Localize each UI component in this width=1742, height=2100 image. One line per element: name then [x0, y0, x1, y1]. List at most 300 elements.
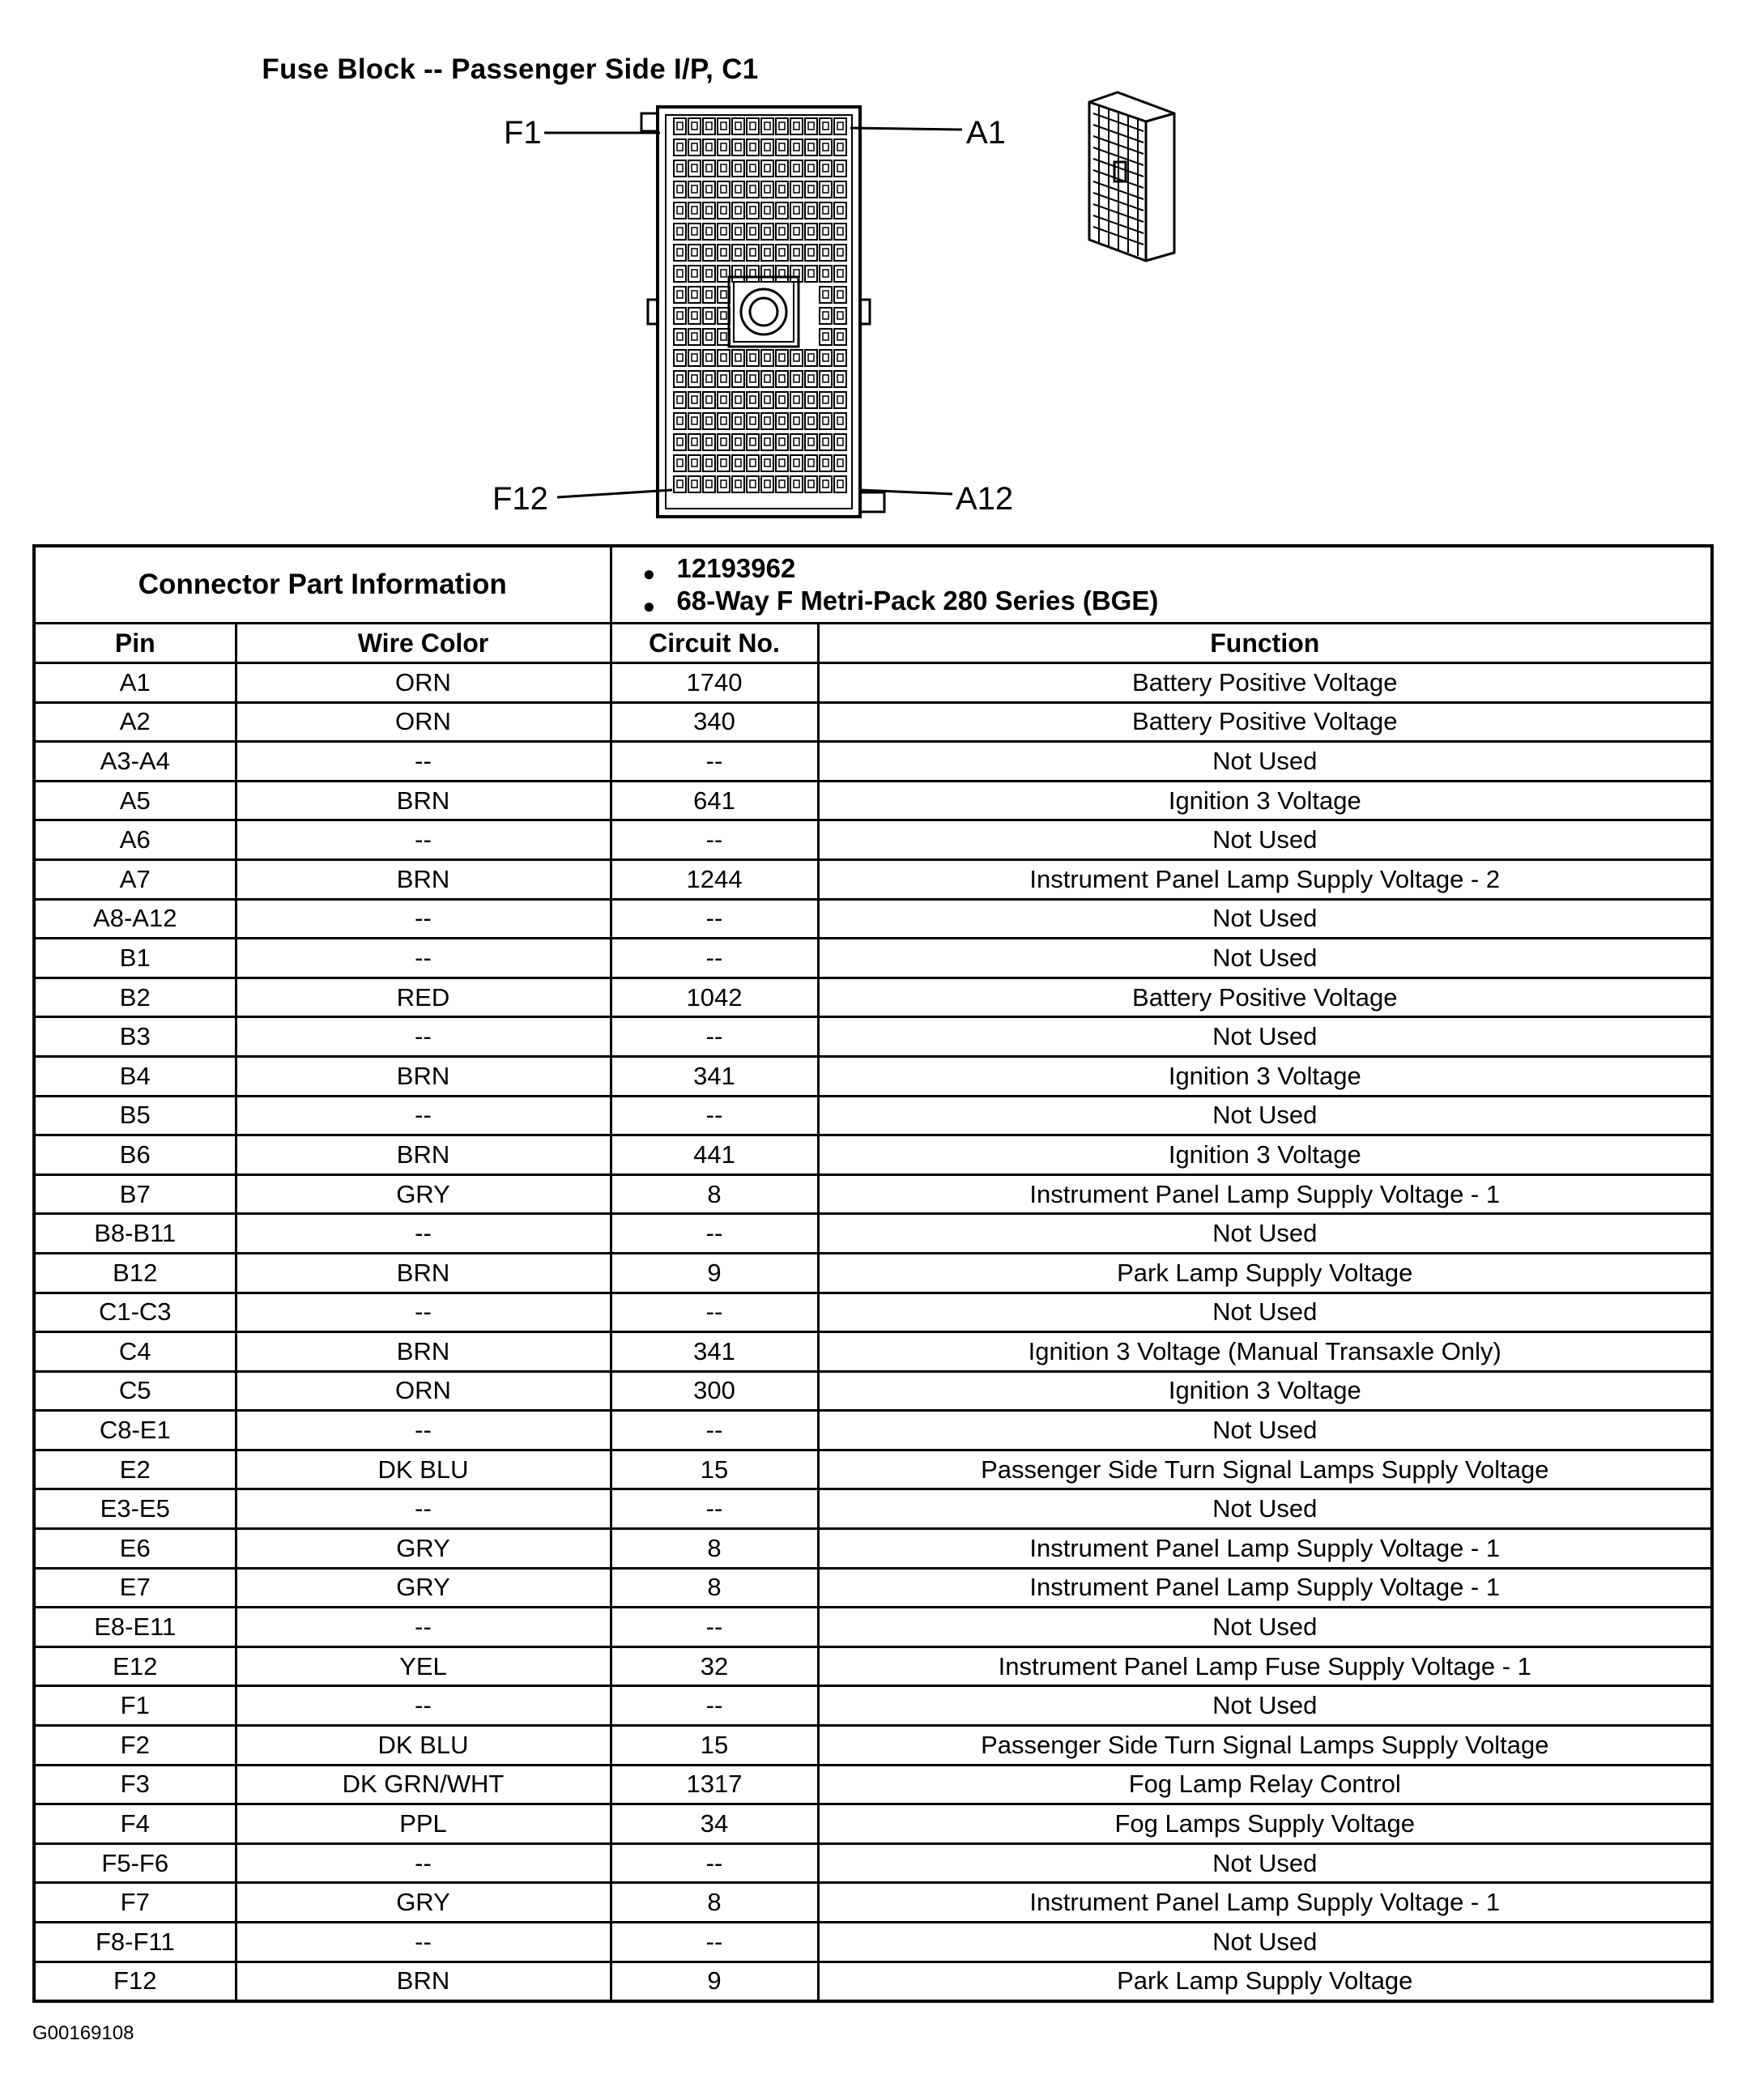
pin-cavity — [718, 455, 730, 471]
pin-cell: F8-F11 — [34, 1923, 236, 1962]
wire-color-cell: GRY — [236, 1174, 611, 1214]
pin-cavity — [834, 160, 846, 177]
table-row — [34, 1962, 1712, 2001]
pin-cavity — [703, 350, 715, 366]
function-cell: Not Used — [818, 1923, 1712, 1962]
wire-color-cell: -- — [236, 1686, 611, 1726]
pin-cavity — [834, 139, 846, 155]
function-cell: Not Used — [818, 1608, 1712, 1647]
pin-cavity — [674, 308, 686, 324]
circuit-no-cell: 8 — [611, 1174, 818, 1214]
pin-cavity — [761, 434, 773, 450]
circuit-no-cell: -- — [611, 1489, 818, 1529]
part-series-line — [642, 585, 1711, 618]
function-cell: Not Used — [818, 1843, 1712, 1883]
column-header-function: Function — [818, 624, 1712, 663]
circuit-no-cell: 341 — [611, 1056, 818, 1096]
pin-cavity — [747, 266, 759, 282]
wire-color-cell: ORN — [236, 702, 611, 742]
pin-cavity — [805, 413, 817, 429]
table-row — [34, 1371, 1712, 1411]
pin-cavity — [718, 413, 730, 429]
pin-cavity — [674, 413, 686, 429]
function-cell: Instrument Panel Lamp Supply Voltage - 1 — [818, 1529, 1712, 1569]
pin-cavity — [820, 245, 832, 261]
column-header-wire-color: Wire Color — [236, 624, 611, 663]
diagram-title: Fuse Block -- Passenger Side I/P, C1 — [262, 53, 759, 85]
table-row — [34, 1096, 1712, 1135]
wire-color-cell: -- — [236, 1843, 611, 1883]
pin-cavity — [834, 245, 846, 261]
circuit-no-cell: 1317 — [611, 1765, 818, 1804]
pin-cell: A3-A4 — [34, 742, 236, 782]
pin-cavity — [761, 224, 773, 240]
pin-cavity — [747, 476, 759, 492]
table-row — [34, 1726, 1712, 1766]
pin-cavity — [805, 118, 817, 134]
pin-cavity — [718, 224, 730, 240]
pin-cavity — [718, 118, 730, 134]
wire-color-cell: YEL — [236, 1646, 611, 1686]
pin-cavity — [732, 202, 744, 219]
connector-isometric-view — [1089, 92, 1174, 261]
pin-cavity — [747, 118, 759, 134]
pin-cavity — [688, 245, 701, 261]
pin-cavity — [790, 118, 803, 134]
wire-color-cell: -- — [236, 1923, 611, 1962]
pin-cavity — [747, 392, 759, 408]
circuit-no-cell: -- — [611, 1843, 818, 1883]
table-row — [34, 820, 1712, 860]
table-row — [34, 939, 1712, 978]
table-row — [34, 859, 1712, 899]
pin-cavity — [688, 160, 701, 177]
pin-cavity — [688, 266, 701, 282]
pin-cavity — [718, 160, 730, 177]
a1-leader-line — [850, 128, 962, 130]
pin-cavity — [674, 287, 686, 303]
wire-color-cell: BRN — [236, 1332, 611, 1372]
circuit-no-cell: 341 — [611, 1332, 818, 1372]
table-row — [34, 1568, 1712, 1608]
circuit-no-cell: 300 — [611, 1371, 818, 1411]
pin-cavity — [805, 266, 817, 282]
table-header-row — [34, 624, 1712, 663]
pin-cavity — [820, 455, 832, 471]
circuit-no-cell: -- — [611, 1686, 818, 1726]
pin-cavity — [718, 371, 730, 387]
pin-cavity — [761, 350, 773, 366]
pin-cavity — [732, 245, 744, 261]
pin-cavity — [703, 139, 715, 155]
circuit-no-cell: 32 — [611, 1646, 818, 1686]
wire-color-cell: BRN — [236, 1962, 611, 2001]
pin-cavity — [776, 413, 788, 429]
function-cell: Instrument Panel Lamp Supply Voltage - 2 — [818, 859, 1712, 899]
pin-cavity — [718, 181, 730, 198]
label-f1: F1 — [504, 115, 542, 151]
pin-cavity — [674, 245, 686, 261]
table-row — [34, 1883, 1712, 1923]
function-cell: Not Used — [818, 742, 1712, 782]
pin-cavity — [688, 118, 701, 134]
pin-cavity — [790, 181, 803, 198]
wire-color-cell: BRN — [236, 1135, 611, 1175]
pin-cavity — [761, 160, 773, 177]
pin-cavity — [761, 202, 773, 219]
table-row — [34, 1529, 1712, 1569]
pin-cell: B5 — [34, 1096, 236, 1135]
circuit-no-cell: 8 — [611, 1568, 818, 1608]
function-cell: Park Lamp Supply Voltage — [818, 1253, 1712, 1293]
table-row — [34, 1017, 1712, 1057]
pin-cavity — [834, 392, 846, 408]
wire-color-cell: GRY — [236, 1529, 611, 1569]
wire-color-cell: -- — [236, 742, 611, 782]
circuit-no-cell: 1042 — [611, 978, 818, 1017]
pin-cavity — [776, 139, 788, 155]
pin-cell: B4 — [34, 1056, 236, 1096]
pin-cavity — [805, 371, 817, 387]
pin-cavity — [805, 392, 817, 408]
circuit-no-cell: 15 — [611, 1726, 818, 1766]
wire-color-cell: -- — [236, 939, 611, 978]
table-row — [34, 663, 1712, 703]
pin-cavity — [732, 266, 744, 282]
circuit-no-cell: 9 — [611, 1962, 818, 2001]
pin-cavity — [747, 350, 759, 366]
table-row — [34, 742, 1712, 782]
circuit-no-cell: -- — [611, 820, 818, 860]
pin-cavity — [761, 455, 773, 471]
table-row — [34, 1843, 1712, 1883]
pin-cell: F4 — [34, 1804, 236, 1844]
pin-cell: C1-C3 — [34, 1293, 236, 1332]
pin-cavity — [718, 245, 730, 261]
pin-cavity — [732, 413, 744, 429]
pin-cavity — [747, 181, 759, 198]
pin-cavity — [761, 266, 773, 282]
circuit-no-cell: 8 — [611, 1529, 818, 1569]
part-number-cell — [611, 546, 1712, 624]
pin-cavity — [805, 139, 817, 155]
pin-cavity — [674, 371, 686, 387]
pin-cavity — [703, 392, 715, 408]
function-cell: Instrument Panel Lamp Fuse Supply Voltage - 1 — [818, 1646, 1712, 1686]
pin-cavity — [703, 245, 715, 261]
part-number-line — [642, 552, 1711, 586]
pin-cavity — [703, 287, 715, 303]
wire-color-cell: -- — [236, 820, 611, 860]
pin-cavity — [776, 160, 788, 177]
pin-cavity — [688, 224, 701, 240]
pin-cell: E2 — [34, 1450, 236, 1489]
pin-cavity — [805, 350, 817, 366]
pin-cavity — [776, 392, 788, 408]
pin-cavity — [790, 224, 803, 240]
function-cell: Not Used — [818, 1293, 1712, 1332]
function-cell: Battery Positive Voltage — [818, 663, 1712, 703]
circuit-no-cell: 8 — [611, 1883, 818, 1923]
figure-id: G00169108 — [32, 2022, 134, 2044]
wire-color-cell: -- — [236, 1608, 611, 1647]
pin-cavity — [776, 181, 788, 198]
pin-cell: E3-E5 — [34, 1489, 236, 1529]
table-row — [34, 1686, 1712, 1726]
wire-color-cell: BRN — [236, 1253, 611, 1293]
pin-cavity — [776, 266, 788, 282]
pin-cavity — [790, 455, 803, 471]
table-row — [34, 899, 1712, 939]
table-row — [34, 1608, 1712, 1647]
wire-color-cell: BRN — [236, 859, 611, 899]
part-number: 12193962 — [676, 553, 796, 583]
pin-cell: E8-E11 — [34, 1608, 236, 1647]
wire-color-cell: ORN — [236, 663, 611, 703]
pin-cavity — [776, 118, 788, 134]
pin-cavity — [703, 118, 715, 134]
pin-cavity — [820, 202, 832, 219]
pin-cavity — [820, 392, 832, 408]
pin-cell: F1 — [34, 1686, 236, 1726]
pin-cavity — [674, 350, 686, 366]
pin-cavity — [703, 455, 715, 471]
bullet-icon: ● — [642, 561, 656, 586]
pin-cavity — [732, 118, 744, 134]
table-row — [34, 702, 1712, 742]
pin-cavity — [820, 413, 832, 429]
pin-cavity — [834, 413, 846, 429]
table-row — [34, 1804, 1712, 1844]
pin-cell: F3 — [34, 1765, 236, 1804]
pin-cavity — [747, 455, 759, 471]
column-header-pin: Pin — [34, 624, 236, 663]
wire-color-cell: -- — [236, 899, 611, 939]
pin-cavity — [820, 224, 832, 240]
function-cell: Not Used — [818, 939, 1712, 978]
circuit-no-cell: -- — [611, 939, 818, 978]
pin-cavity — [732, 455, 744, 471]
wire-color-cell: BRN — [236, 781, 611, 820]
circuit-no-cell: 340 — [611, 702, 818, 742]
pin-cavity — [718, 476, 730, 492]
pin-cavity — [761, 392, 773, 408]
pin-cavity — [790, 350, 803, 366]
pin-cavity — [790, 160, 803, 177]
pin-cavity — [674, 224, 686, 240]
pin-cavity — [674, 202, 686, 219]
table-row — [34, 1765, 1712, 1804]
pin-cavity — [820, 287, 832, 303]
pin-cavity — [820, 434, 832, 450]
pin-cavity — [732, 181, 744, 198]
pin-cavity — [703, 413, 715, 429]
table-row — [34, 1214, 1712, 1254]
wire-color-cell: -- — [236, 1017, 611, 1057]
connector-info-row — [34, 546, 1712, 624]
pin-cavity — [834, 434, 846, 450]
pin-cavity — [703, 266, 715, 282]
table-row — [34, 1923, 1712, 1962]
pin-cell: C5 — [34, 1371, 236, 1411]
pin-cavity — [776, 350, 788, 366]
pin-cell: E12 — [34, 1646, 236, 1686]
pin-cavity — [703, 160, 715, 177]
pin-cavity — [790, 245, 803, 261]
pin-cavity — [761, 371, 773, 387]
pin-cavity — [718, 350, 730, 366]
pin-cavity — [688, 392, 701, 408]
pin-cavity — [805, 476, 817, 492]
pin-cavity — [718, 392, 730, 408]
pin-cavity — [790, 202, 803, 219]
pin-cell: E6 — [34, 1529, 236, 1569]
circuit-no-cell: -- — [611, 1017, 818, 1057]
pin-cavity — [790, 266, 803, 282]
pin-cavity — [674, 476, 686, 492]
function-cell: Not Used — [818, 899, 1712, 939]
pin-cavity — [790, 476, 803, 492]
pin-cavity — [703, 434, 715, 450]
pin-cell: B12 — [34, 1253, 236, 1293]
pin-cavity — [820, 139, 832, 155]
label-f12: F12 — [492, 481, 548, 517]
table-row — [34, 1056, 1712, 1096]
pin-cavity — [732, 392, 744, 408]
pin-cavity — [834, 350, 846, 366]
column-header-circuit-no: Circuit No. — [611, 624, 818, 663]
pin-cavity — [776, 455, 788, 471]
pin-cavity — [747, 160, 759, 177]
pin-cavity — [747, 224, 759, 240]
circuit-no-cell: 441 — [611, 1135, 818, 1175]
pin-cell: F12 — [34, 1962, 236, 2001]
function-cell: Ignition 3 Voltage — [818, 781, 1712, 820]
pin-cavity — [805, 455, 817, 471]
function-cell: Instrument Panel Lamp Supply Voltage - 1 — [818, 1568, 1712, 1608]
pin-cavity — [761, 413, 773, 429]
pin-cavity — [688, 371, 701, 387]
table-row — [34, 1489, 1712, 1529]
pin-cell: A2 — [34, 702, 236, 742]
pin-cell: E7 — [34, 1568, 236, 1608]
pin-cavity — [688, 181, 701, 198]
pin-cell: B7 — [34, 1174, 236, 1214]
wire-color-cell: RED — [236, 978, 611, 1017]
circuit-no-cell: -- — [611, 1923, 818, 1962]
pin-cavity — [688, 434, 701, 450]
pin-cavity — [703, 371, 715, 387]
connector-info-heading: Connector Part Information — [34, 546, 611, 624]
function-cell: Battery Positive Voltage — [818, 702, 1712, 742]
pin-cell: F5-F6 — [34, 1843, 236, 1883]
pin-cavity — [761, 476, 773, 492]
wire-color-cell: -- — [236, 1293, 611, 1332]
f12-leader-line — [557, 490, 672, 497]
wire-color-cell: DK BLU — [236, 1450, 611, 1489]
pin-cavity — [688, 329, 701, 345]
pin-cavity — [790, 392, 803, 408]
table-row — [34, 978, 1712, 1017]
pin-cavity — [776, 476, 788, 492]
pin-cavity — [674, 434, 686, 450]
table-row — [34, 1135, 1712, 1175]
pin-cavity — [776, 371, 788, 387]
pin-cell: A1 — [34, 663, 236, 703]
pin-cavity — [820, 266, 832, 282]
wire-color-cell: -- — [236, 1096, 611, 1135]
pin-cavity — [732, 371, 744, 387]
pin-cell: B3 — [34, 1017, 236, 1057]
wire-color-cell: -- — [236, 1411, 611, 1450]
pin-cell: F7 — [34, 1883, 236, 1923]
wire-color-cell: DK GRN/WHT — [236, 1765, 611, 1804]
wire-color-cell: GRY — [236, 1883, 611, 1923]
pin-cell: A8-A12 — [34, 899, 236, 939]
pin-cavity — [834, 118, 846, 134]
pin-cavity — [776, 245, 788, 261]
wire-color-cell: -- — [236, 1214, 611, 1254]
wire-color-cell: -- — [236, 1489, 611, 1529]
function-cell: Not Used — [818, 1686, 1712, 1726]
pin-cavity — [761, 139, 773, 155]
pin-cavity — [805, 160, 817, 177]
pin-cavity — [834, 266, 846, 282]
circuit-no-cell: 1740 — [611, 663, 818, 703]
pin-cavity — [820, 181, 832, 198]
label-a1: A1 — [966, 115, 1006, 151]
pin-cavity — [703, 308, 715, 324]
pin-cavity — [805, 224, 817, 240]
function-cell: Passenger Side Turn Signal Lamps Supply Voltage — [818, 1450, 1712, 1489]
pin-cavity — [820, 476, 832, 492]
pin-cavity — [747, 413, 759, 429]
circuit-no-cell: -- — [611, 1608, 818, 1647]
pin-cavity — [732, 434, 744, 450]
pin-cavity — [688, 287, 701, 303]
pin-cavity — [834, 308, 846, 324]
pin-cavity — [805, 181, 817, 198]
function-cell: Ignition 3 Voltage (Manual Transaxle Only) — [818, 1332, 1712, 1372]
pin-cavity — [688, 476, 701, 492]
pin-cavity — [776, 434, 788, 450]
bullet-icon: ● — [642, 594, 656, 618]
pin-cell: B6 — [34, 1135, 236, 1175]
pin-cavity — [834, 371, 846, 387]
pin-cavity — [820, 350, 832, 366]
function-cell: Park Lamp Supply Voltage — [818, 1962, 1712, 2001]
pin-cavity — [834, 202, 846, 219]
pin-cell: B2 — [34, 978, 236, 1017]
pin-cavity — [703, 476, 715, 492]
pin-cavity — [820, 118, 832, 134]
circuit-no-cell: -- — [611, 1411, 818, 1450]
circuit-no-cell: -- — [611, 742, 818, 782]
connector-pin-table — [32, 544, 1714, 2003]
pin-cavity — [834, 329, 846, 345]
function-cell: Not Used — [818, 1214, 1712, 1254]
pin-cavity — [674, 455, 686, 471]
pin-cavity — [703, 202, 715, 219]
pin-cavity — [703, 224, 715, 240]
pin-cavity — [732, 476, 744, 492]
pin-cavity — [674, 139, 686, 155]
pin-cavity — [732, 350, 744, 366]
pin-cavity — [790, 371, 803, 387]
function-cell: Not Used — [818, 1096, 1712, 1135]
pin-cavity — [790, 434, 803, 450]
pin-cavity — [761, 118, 773, 134]
